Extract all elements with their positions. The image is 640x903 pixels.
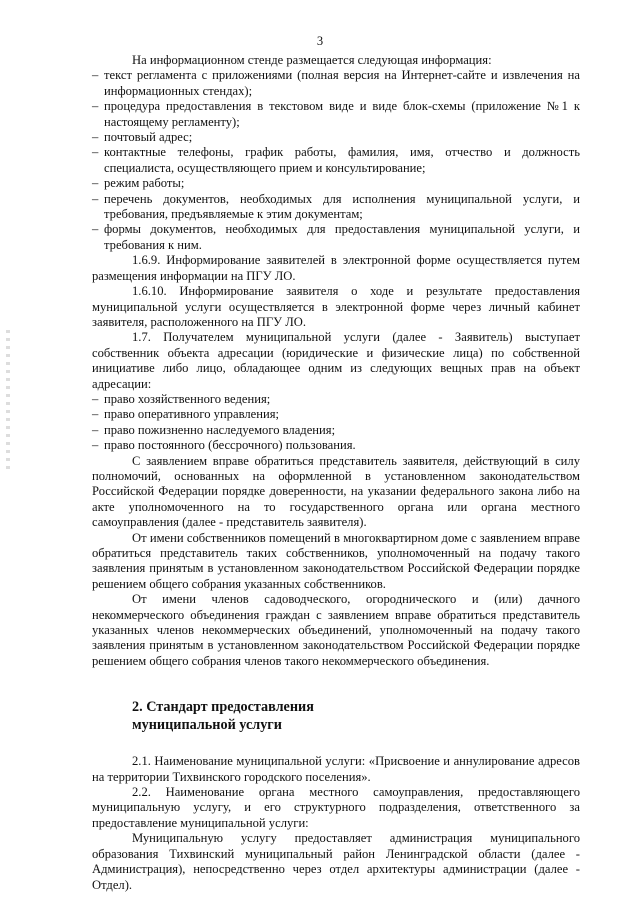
paragraph-1-7: 1.7. Получателем муниципальной услуги (далее - Заявитель) выступает собственник объекта адресации (юридические и физические лица) по собственной инициативе либо лицо, обладающее одним из следующих вещных прав на объект адресации: [92, 330, 580, 391]
paragraph-1-6-10: 1.6.10. Информирование заявителя о ходе и результате предоставления муниципальной услуги осуществляется в электронной форме через личный кабинет заявителя, расположенного на ПГУ ЛО. [92, 284, 580, 329]
list-item: – текст регламента с приложениями (полная версия на Интернет-сайте и извлечения на информационных стендах); [92, 68, 580, 99]
stand-info-list [92, 68, 580, 253]
section-heading [132, 698, 580, 734]
paragraph-members: От имени членов садоводческого, огороднического и (или) дачного некоммерческого объединения граждан с заявлением вправе обратиться представитель указанных членов некоммерческих объединений, уполномоченный на подачу такого заявления принятым в установленном законодательством Российской Федерации порядке решением общего собрания членов такого некоммерческого объединения. [92, 592, 580, 668]
section-heading-line-1: 2. Стандарт предоставления [132, 699, 314, 716]
list-item: – перечень документов, необходимых для исполнения муниципальной услуги, и требования, предъявляемые к этим документам; [92, 192, 580, 223]
list-item: – контактные телефоны, график работы, фамилия, имя, отчество и должность специалиста, осуществляющего прием и консультирование; [92, 145, 580, 176]
list-item: – процедура предоставления в текстовом виде и виде блок-схемы (приложение №1 к настоящему регламенту); [92, 99, 580, 130]
paragraph-provider: Муниципальную услугу предоставляет администрация муниципального образования Тихвинский муниципальный район Ленинградской области (далее - Администрация), непосредственно через отдел архитектуры администрации (далее - Отдел). [92, 831, 580, 892]
list-item: – режим работы; [92, 176, 580, 191]
paragraph-owners: От имени собственников помещений в многоквартирном доме с заявлением вправе обратиться представитель таких собственников, уполномоченный на подачу такого заявления принятым в установленном законодательством Российской Федерации порядке решением общего собрания указанных собственников. [92, 530, 580, 591]
list-item: – право оперативного управления; [92, 407, 580, 422]
document-body [92, 53, 580, 893]
list-item: – формы документов, необходимых для предоставления муниципальной услуги, и требования к ним. [92, 222, 580, 253]
rights-list [92, 392, 580, 454]
paragraph-2-1: 2.1. Наименование муниципальной услуги: «Присвоение и аннулирование адресов на территории Тихвинского городского поселения». [92, 754, 580, 784]
paragraph-2-2: 2.2. Наименование органа местного самоуправления, предоставляющего муниципальную услугу, и его структурного подразделения, ответственного за предоставление муниципальной услуги: [92, 785, 580, 830]
list-item: – право пожизненно наследуемого владения; [92, 423, 580, 438]
list-item: – право хозяйственного ведения; [92, 392, 580, 407]
list-item: – право постоянного (бессрочного) пользования. [92, 438, 580, 453]
paragraph-1-6-9: 1.6.9. Информирование заявителей в электронной форме осуществляется путем размещения информации на ПГУ ЛО. [92, 253, 580, 283]
paragraph-representative: С заявлением вправе обратиться представитель заявителя, действующий в силу полномочий, основанных на оформленной в установленном законодательством Российской Федерации порядке доверенности, на указании федерального закона либо на акте уполномоченного на то государственного органа или органа местного самоуправления (далее - представитель заявителя). [92, 453, 580, 530]
stand-intro: На информационном стенде размещается следующая информация: [132, 53, 492, 67]
scan-margin-mark [6, 330, 10, 470]
section-heading-line-2: муниципальной услуги [132, 717, 282, 734]
list-item: – почтовый адрес; [92, 130, 580, 145]
page-number: 3 [316, 34, 324, 48]
